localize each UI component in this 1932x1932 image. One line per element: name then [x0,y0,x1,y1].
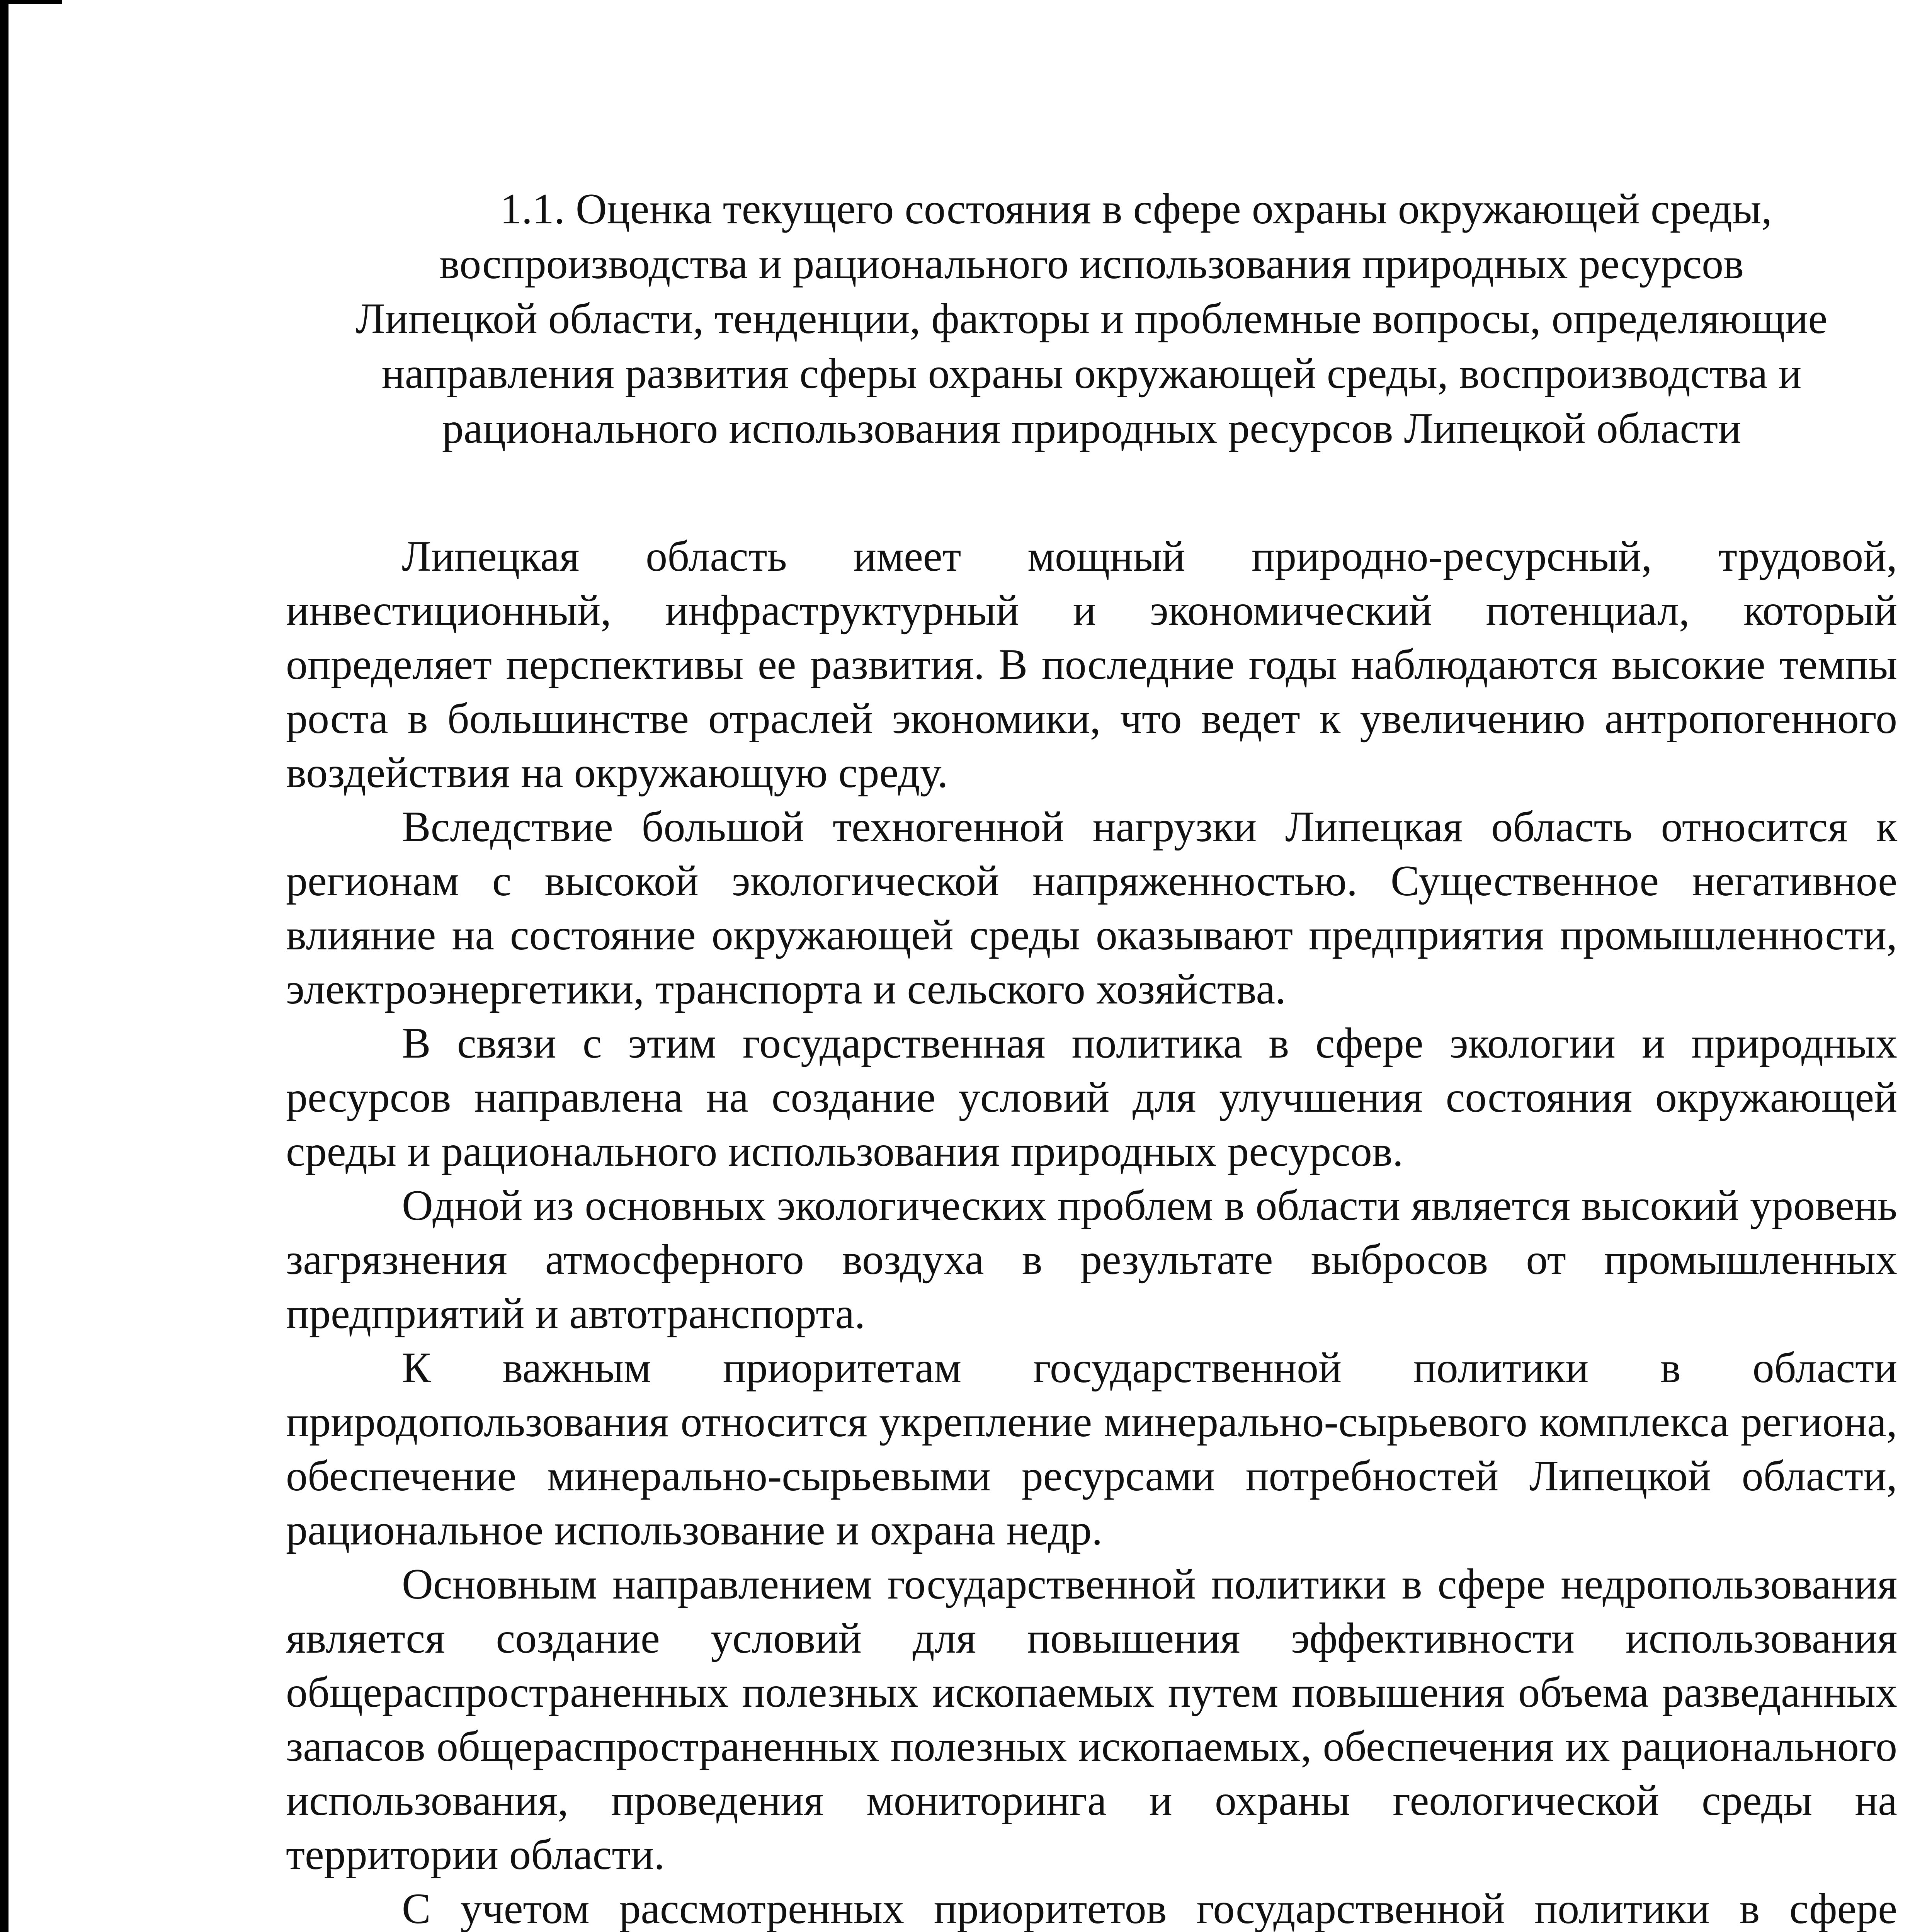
heading-line: 1.1. Оценка текущего состояния в сфере охраны окружающей среды, [500,185,1772,233]
paragraph-air-pollution: Одной из основных экологических проблем в области является высокий уровень загрязнения атмосферного воздуха в результате выбросов от промышленных предприятий и автотранспорта. [286,1182,1897,1338]
heading-line: направления развития сферы охраны окружающей среды, воспроизводства и [381,350,1802,398]
paragraph-goals-intro: С учетом рассмотренных приоритетов государственной политики в сфере [402,1885,1897,1932]
paragraph-mineral-priorities: К важным приоритетам государственной политики в области природопользования относится укрепление минерально-сырьевого комплекса региона, обеспечение минерально-сырьевыми ресурсами потребностей Липецкой области, рациональное использование и охрана недр. [286,1344,1897,1554]
scan-border-left [0,0,9,1932]
heading-line: воспроизводства и рационального использования природных ресурсов [439,240,1744,288]
paragraph-subsoil-use: Основным направлением государственной политики в сфере недропользования является создание условий для повышения эффективности использования общераспространенных полезных ископаемых путем повышения объема разведанных запасов общераспространенных полезных ископаемых, обеспечения их рационального использования, проведения мониторинга и охраны геологической среды на территории области. [286,1560,1897,1879]
paragraph-potential: Липецкая область имеет мощный природно-ресурсный, трудовой, инвестиционный, инфраструктурный и экономический потенциал, который определяет перспективы ее развития. В последние годы наблюдаются высокие темпы роста в большинстве отраслей экономики, что ведет к увеличению антропогенного воздействия на окружающую среду. [286,532,1897,797]
paragraph-state-policy: В связи с этим государственная политика в сфере экологии и природных ресурсов направлена на создание условий для улучшения состояния окружающей среды и рационального использования природных ресурсов. [286,1019,1897,1175]
document-page [286,182,1897,1932]
paragraph-technogenic-load: Вследствие большой техногенной нагрузки Липецкая область относится к регионам с высокой экологической напряженностью. Существенное негативное влияние на состояние окружающей среды оказывают предприятия промышленности, электроэнергетики, транспорта и сельского хозяйства. [286,803,1897,1013]
heading-line: рационального использования природных ресурсов Липецкой области [442,405,1742,452]
heading-line: Липецкой области, тенденции, факторы и проблемные вопросы, определяющие [355,295,1828,343]
section-heading [286,182,1897,456]
scan-border-top [0,0,62,4]
